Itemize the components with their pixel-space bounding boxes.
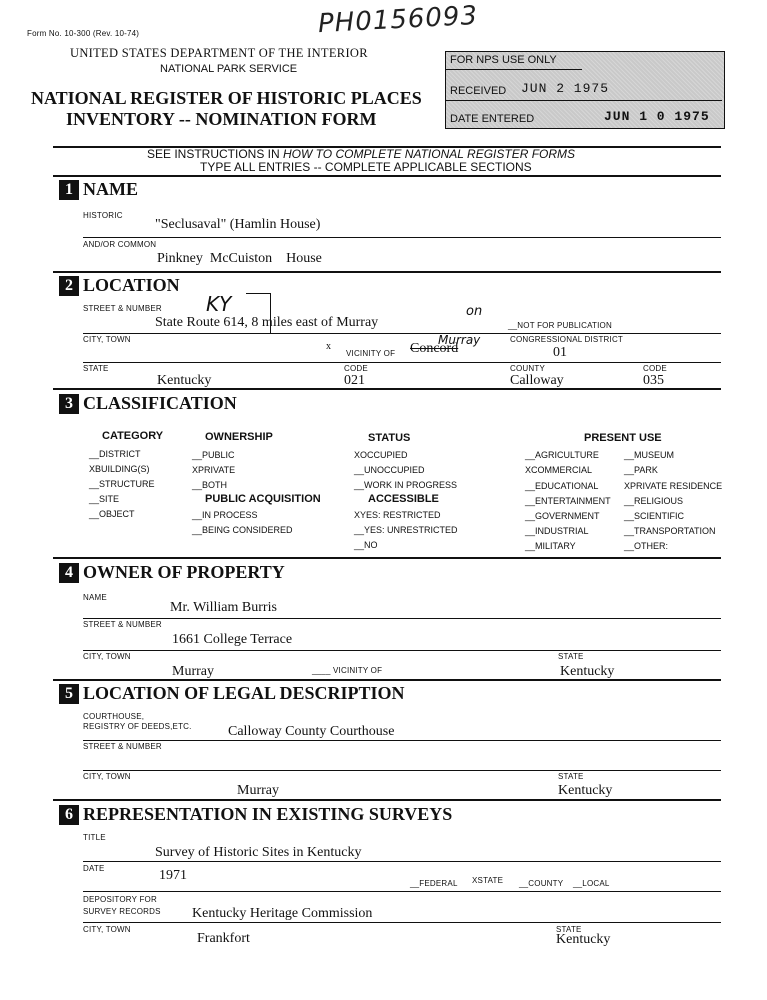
owner-street-value: 1661 College Terrace — [172, 632, 293, 647]
section-4-title: OWNER OF PROPERTY — [83, 562, 285, 582]
date-entered-label: DATE ENTERED — [450, 113, 535, 125]
present-use-header: PRESENT USE — [584, 432, 662, 444]
depository-state-value: Kentucky — [556, 932, 611, 947]
received-label: RECEIVED — [450, 85, 507, 97]
access-unrestricted: __YES: UNRESTRICTED — [354, 525, 458, 535]
depository-label-1: DEPOSITORY FOR — [83, 895, 157, 904]
section-6-title: REPRESENTATION IN EXISTING SURVEYS — [83, 804, 453, 824]
nps-use-box — [445, 51, 725, 129]
owner-vicinity-label: ____ VICINITY OF — [312, 666, 383, 675]
section-2-number: 2 — [59, 276, 79, 296]
form-title-line1: NATIONAL REGISTER OF HISTORIC PLACES — [31, 88, 422, 108]
accessible-header: ACCESSIBLE — [368, 493, 439, 505]
vicinity-mark: x — [326, 341, 331, 352]
legal-street-label: STREET & NUMBER — [83, 742, 162, 751]
handwritten-murray: Murray — [438, 333, 481, 347]
public-acquisition-header: PUBLIC ACQUISITION — [205, 493, 321, 505]
access-no: __NO — [354, 540, 378, 550]
use-government: __GOVERNMENT — [525, 511, 600, 521]
category-building: XBUILDING(S) — [89, 464, 150, 474]
status-header: STATUS — [368, 432, 411, 444]
owner-state-label: STATE — [558, 652, 584, 661]
use-educational: __EDUCATIONAL — [525, 481, 599, 491]
state-label: STATE — [83, 364, 109, 373]
ownership-private: XPRIVATE — [192, 465, 236, 475]
use-museum: __MUSEUM — [624, 450, 675, 460]
use-transportation: __TRANSPORTATION — [624, 526, 716, 536]
state-value: Kentucky — [157, 373, 212, 388]
survey-date-value: 1971 — [159, 868, 187, 883]
county-label: COUNTY — [510, 364, 545, 373]
category-site: __SITE — [89, 494, 120, 504]
owner-street-label: STREET & NUMBER — [83, 620, 162, 629]
form-title-line2: INVENTORY -- NOMINATION FORM — [66, 109, 377, 129]
street-value: State Route 614, 8 miles east of Murray — [155, 315, 379, 330]
owner-state-value: Kentucky — [560, 664, 615, 679]
survey-title-label: TITLE — [83, 833, 106, 842]
vicinity-value: Concord — [410, 341, 459, 356]
legal-city-label: CITY, TOWN — [83, 772, 131, 781]
code-label: CODE — [344, 364, 368, 373]
common-label: AND/OR COMMON — [83, 240, 157, 249]
section-2-title: LOCATION — [83, 275, 180, 295]
legal-city-value: Murray — [237, 783, 279, 798]
owner-city-value: Murray — [172, 664, 214, 679]
legal-state-value: Kentucky — [558, 783, 613, 798]
handwritten-on: on — [466, 304, 483, 319]
form-number: Form No. 10-300 (Rev. 10-74) — [27, 29, 140, 38]
code2-value: 035 — [643, 373, 664, 388]
survey-county: __COUNTY — [519, 879, 564, 888]
category-district: __DISTRICT — [89, 449, 141, 459]
historic-label: HISTORIC — [83, 211, 123, 220]
common-value: Pinkney McCuiston House — [157, 251, 322, 266]
survey-date-label: DATE — [83, 864, 105, 873]
instructions-line2: TYPE ALL ENTRIES -- COMPLETE APPLICABLE SECTIONS — [200, 160, 532, 174]
owner-name-value: Mr. William Burris — [170, 600, 277, 615]
street-label: STREET & NUMBER — [83, 304, 162, 313]
nps-box-header: FOR NPS USE ONLY — [450, 54, 557, 66]
instructions-prefix: SEE INSTRUCTIONS IN — [147, 147, 284, 161]
dept-name: UNITED STATES DEPARTMENT OF THE INTERIOR — [70, 46, 368, 60]
not-for-publication: __NOT FOR PUBLICATION — [508, 321, 612, 330]
section-1-number: 1 — [59, 180, 79, 200]
depository-state-label: STATE — [556, 925, 582, 934]
historic-value: "Seclusaval" (Hamlin House) — [155, 217, 321, 232]
survey-state: XSTATE — [472, 876, 504, 885]
courthouse-value: Calloway County Courthouse — [228, 724, 395, 739]
use-entertainment: __ENTERTAINMENT — [525, 496, 611, 506]
status-occupied: XOCCUPIED — [354, 450, 408, 460]
county-value: Calloway — [510, 373, 564, 388]
survey-federal: __FEDERAL — [410, 879, 458, 888]
vicinity-label: VICINITY OF — [346, 349, 396, 358]
courthouse-label-2: REGISTRY OF DEEDS,ETC. — [83, 722, 192, 731]
survey-local: __LOCAL — [573, 879, 610, 888]
section-3-number: 3 — [59, 394, 79, 414]
use-scientific: __SCIENTIFIC — [624, 511, 685, 521]
survey-title-value: Survey of Historic Sites in Kentucky — [155, 845, 362, 860]
section-1-title: NAME — [83, 179, 138, 199]
depository-city-value: Frankfort — [197, 931, 250, 946]
owner-name-label: NAME — [83, 593, 107, 602]
congressional-label: CONGRESSIONAL DISTRICT — [510, 335, 624, 344]
code2-label: CODE — [643, 364, 667, 373]
use-park: __PARK — [624, 465, 658, 475]
ownership-header: OWNERSHIP — [205, 431, 273, 443]
section-4-number: 4 — [59, 563, 79, 583]
courthouse-label-1: COURTHOUSE, — [83, 712, 145, 721]
ownership-both: __BOTH — [192, 480, 228, 490]
handwritten-ky: KY — [206, 292, 232, 316]
congressional-value: 01 — [553, 345, 567, 360]
access-restricted: XYES: RESTRICTED — [354, 510, 441, 520]
section-5-title: LOCATION OF LEGAL DESCRIPTION — [83, 683, 405, 703]
use-religious: __RELIGIOUS — [624, 496, 684, 506]
section-3-title: CLASSIFICATION — [83, 393, 237, 413]
use-other: __OTHER: — [624, 541, 669, 551]
received-stamp: JUN 2 1975 — [521, 81, 610, 96]
instructions-guide-title: HOW TO COMPLETE NATIONAL REGISTER FORMS — [283, 147, 576, 161]
date-entered-stamp: JUN 1 0 1975 — [604, 109, 710, 124]
category-structure: __STRUCTURE — [89, 479, 155, 489]
use-industrial: __INDUSTRIAL — [525, 526, 589, 536]
depository-label-2: SURVEY RECORDS — [83, 907, 161, 916]
use-agriculture: __AGRICULTURE — [525, 450, 599, 460]
service-name: NATIONAL PARK SERVICE — [160, 63, 298, 75]
handwritten-id: PH0156093 — [317, 0, 479, 40]
category-header: CATEGORY — [102, 430, 164, 442]
owner-city-label: CITY, TOWN — [83, 652, 131, 661]
pubacq-being-considered: __BEING CONSIDERED — [192, 525, 293, 535]
instructions-line1 — [147, 147, 575, 161]
use-military: __MILITARY — [525, 541, 576, 551]
city-label: CITY, TOWN — [83, 335, 131, 344]
legal-state-label: STATE — [558, 772, 584, 781]
section-5-number: 5 — [59, 684, 79, 704]
pubacq-in-process: __IN PROCESS — [192, 510, 258, 520]
category-object: __OBJECT — [89, 509, 135, 519]
code-value: 021 — [344, 373, 365, 388]
use-commercial: XCOMMERCIAL — [525, 465, 593, 475]
depository-city-label: CITY, TOWN — [83, 925, 131, 934]
use-private-residence: XPRIVATE RESIDENCE — [624, 481, 723, 491]
status-work-in-progress: __WORK IN PROGRESS — [354, 480, 458, 490]
depository-value: Kentucky Heritage Commission — [192, 906, 373, 921]
section-6-number: 6 — [59, 805, 79, 825]
status-unoccupied: __UNOCCUPIED — [354, 465, 425, 475]
ownership-public: __PUBLIC — [192, 450, 235, 460]
